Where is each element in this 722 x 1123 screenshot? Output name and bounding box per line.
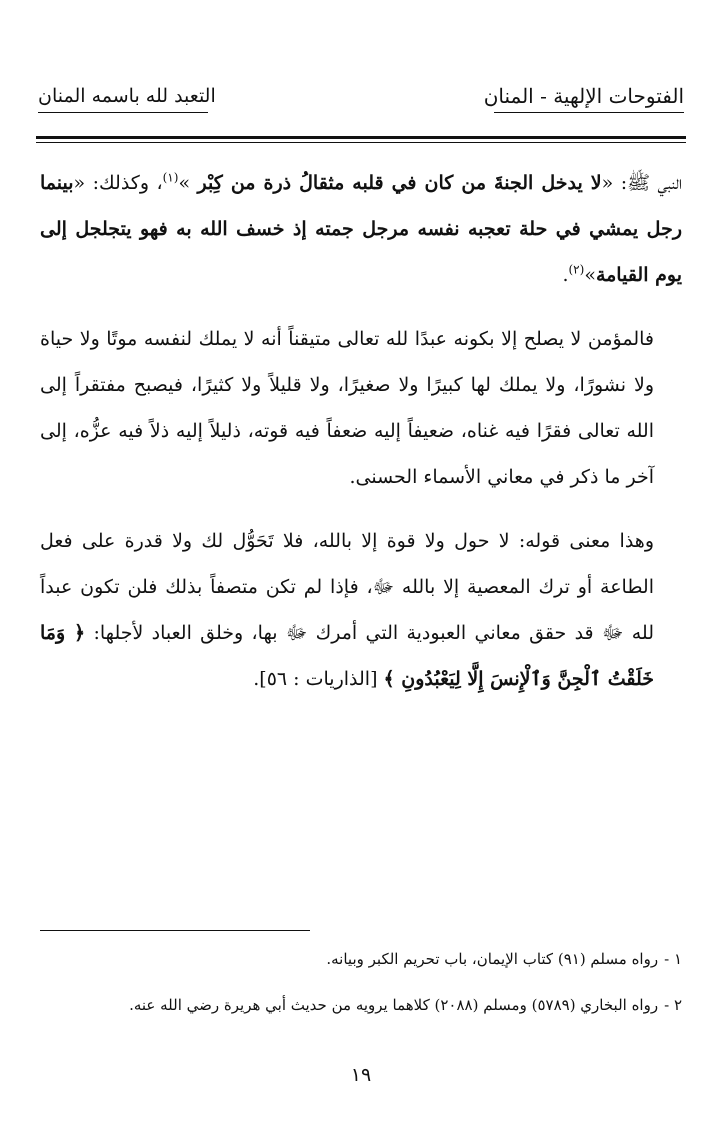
footnote-2 [40, 991, 682, 1019]
header-author-underline [38, 112, 208, 113]
footnote-text: رواه مسلم (٩١) كتاب الإيمان، باب تحريم الكبر وبيانه. [326, 950, 659, 968]
footnotes [40, 945, 682, 1037]
footnote-separator [40, 930, 310, 931]
header-rule-thin [36, 142, 686, 143]
para1-connector: ، وكذلك: « [73, 172, 163, 194]
para1-intro: النبي ﷺ: « [601, 172, 682, 194]
hadith-2-text: بينما رجل يمشي في حلة تعجبه نفسه مرجل جمته إذ خسف الله به فهو يتجلجل إلى يوم القيامة [40, 172, 682, 286]
header-author: التعبد لله باسمه المنان [38, 85, 216, 107]
footnote-ref-2[interactable]: (٢) [568, 262, 585, 277]
para1-period: . [562, 264, 569, 286]
footnote-1 [40, 945, 682, 973]
paragraph-3 [40, 518, 682, 702]
page-number: ١٩ [350, 1064, 372, 1086]
running-header [38, 82, 684, 122]
paragraph-1 [40, 160, 682, 298]
footnote-ref-1[interactable]: (١) [162, 170, 179, 185]
hadith-1-text: لا يدخل الجنةَ من كان في قلبه مثقالُ ذرة من كِبْر [197, 172, 602, 194]
footnote-number: ٢ - [664, 996, 682, 1014]
main-text [40, 160, 682, 702]
verse-reference: [الذاريات : ٥٦]. [253, 668, 384, 690]
footnote-number: ١ - [664, 950, 682, 968]
header-rule-thick [36, 136, 686, 139]
quran-verse: ﴿ وَمَا خَلَقْتُ ٱلْجِنَّ وَٱلْإِنسَ إِلَّا لِيَعْبُدُونِ ﴾ [40, 622, 654, 690]
para3-text: وهذا معنى قوله: لا حول ولا قوة إلا بالله، فلا تَحَوُّل لك ولا قدرة على فعل الطاعة أو ترك المعصية إلا بالله ﷻ، فإذا لم تكن متصفاً بذلك فلن تكون عبداً لله ﷻ قد حقق معاني العبودية التي أمرك ﷻ بها، وخلق العباد لأجلها: [40, 530, 654, 644]
footnote-text: رواه البخاري (٥٧٨٩) ومسلم (٢٠٨٨) كلاهما يرويه من حديث أبي هريرة رضي الله عنه. [129, 996, 659, 1014]
para1-close-quote-2: » [584, 264, 596, 286]
paragraph-2: فالمؤمن لا يصلح إلا بكونه عبدًا لله تعالى متيقناً أنه لا يملك لنفسه موتًا ولا حياة ولا نشورًا، ولا يملك لها كبيرًا ولا صغيرًا، ولا قليلاً ولا كثيرًا، فيصبح مفتقراً إلى الله تعالى فقرًا فيه غناه، ضعيفاً إليه ضعفاً فيه قوته، ذليلاً إليه ذلاً فيه عزُّه، إلى آخر ما ذكر في معاني الأسماء الحسنى. [40, 328, 654, 488]
para1-close-quote: » [178, 172, 198, 194]
header-book-title: الفتوحات الإلهية - المنان [483, 84, 684, 108]
header-title-underline [494, 112, 684, 113]
